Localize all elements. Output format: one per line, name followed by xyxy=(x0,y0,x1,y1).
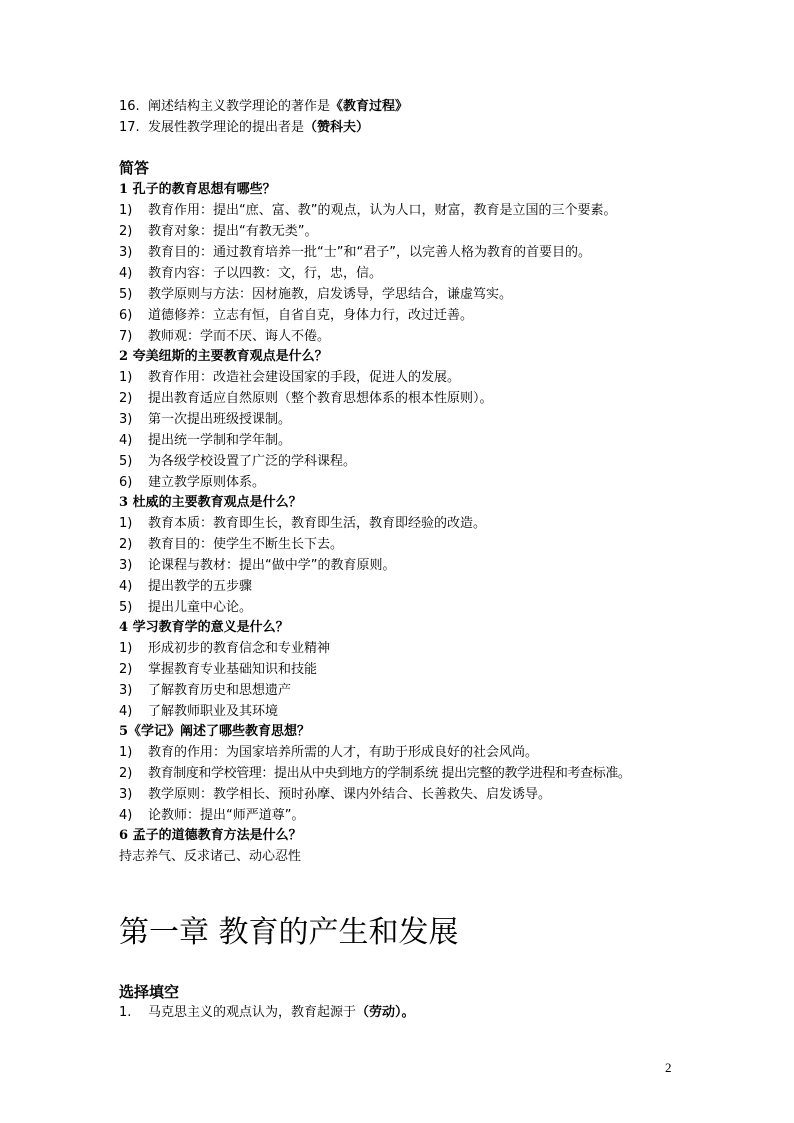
list-item xyxy=(119,744,538,762)
list-item xyxy=(119,786,551,804)
item-answer: （劳动）。 xyxy=(356,1005,415,1020)
item-number: 5) xyxy=(119,454,133,469)
item-text: 教师观：学而不厌、诲人不倦。 xyxy=(148,329,331,344)
item-text: 提出教育适应自然原则（整个教育思想体系的根本性原则）。 xyxy=(148,391,493,406)
item-number: 4) xyxy=(119,266,133,281)
list-item xyxy=(119,515,486,533)
item-text: 教育的作用：为国家培养所需的人才，有助于形成良好的社会风尚。 xyxy=(148,745,539,760)
item-text: 第一次提出班级授课制。 xyxy=(148,412,292,427)
list-item xyxy=(119,286,512,304)
list-item xyxy=(119,390,493,408)
chapter-title: 第一章 教育的产生和发展 xyxy=(119,915,459,950)
item-text: 掌握教育专业基础知识和技能 xyxy=(148,662,318,677)
item-text: 教学原则：教学相长、预时孙摩、课内外结合、长善救失、启发诱导。 xyxy=(148,787,552,802)
item-number: 5) xyxy=(119,287,133,302)
item-text: 道德修养：立志有恒，自省自克，身体力行，改过迁善。 xyxy=(148,308,474,323)
item-number: 4) xyxy=(119,579,133,594)
item-text: 论教师：提出“师严道尊”。 xyxy=(148,808,305,823)
section-heading: 简答 xyxy=(119,159,150,177)
list-item xyxy=(119,474,265,492)
list-item xyxy=(119,536,343,554)
list-item xyxy=(119,765,631,783)
question-title: 5《学记》阐述了哪些教育思想？ xyxy=(119,724,311,739)
list-item xyxy=(119,453,356,471)
item-text: 发展性教学理论的提出者是 xyxy=(148,120,305,135)
item-text: 形成初步的教育信念和专业精神 xyxy=(148,641,331,656)
item-number: 3) xyxy=(119,558,133,573)
question-title: 1 孔子的教育思想有哪些？ xyxy=(119,182,276,197)
item-number: 3) xyxy=(119,787,133,802)
item-text: 教育作用：改造社会建设国家的手段，促进人的发展。 xyxy=(148,370,461,385)
item-number: 1) xyxy=(119,370,133,385)
item-text: 了解教师职业及其环境 xyxy=(148,704,279,719)
item-text: 论课程与教材：提出“做中学”的教育原则。 xyxy=(148,558,396,573)
list-item xyxy=(119,202,616,220)
item-number: 6) xyxy=(119,308,133,323)
list-item xyxy=(119,328,330,346)
list-item xyxy=(119,661,317,679)
item-number: 2) xyxy=(119,391,133,406)
item-number: 4) xyxy=(119,808,133,823)
item-text: 为各级学校设置了广泛的学科课程。 xyxy=(148,454,357,469)
item-text: 了解教育历史和思想遗产 xyxy=(148,683,292,698)
item-text: 教育内容：子以四教：文，行，忠，信。 xyxy=(148,266,383,281)
item-text: 提出教学的五步骤 xyxy=(148,579,253,594)
item-number: 2) xyxy=(119,662,133,677)
item-number: 16. xyxy=(119,99,140,114)
item-number: 7) xyxy=(119,329,133,344)
item-text: 建立教学原则体系。 xyxy=(148,475,266,490)
item-number: 2) xyxy=(119,224,133,239)
item-text: 提出儿童中心论。 xyxy=(148,600,253,615)
list-item xyxy=(119,223,317,241)
list-item xyxy=(119,557,395,575)
item-text: 教育作用：提出“庶、富、教”的观点，认为人口，财富，教育是立国的三个要素。 xyxy=(148,203,617,218)
item-number: 2) xyxy=(119,766,133,781)
answer-text: 持志养气、反求诸己、动心忍性 xyxy=(119,849,302,864)
item-text: 教育目的：通过教育培养一批“士”和“君子”，以完善人格为教育的首要目的。 xyxy=(148,245,591,260)
question-title: 6 孟子的道德教育方法是什么？ xyxy=(119,828,302,843)
item-text: 教学原则与方法：因材施教，启发诱导，学思结合，谦虚笃实。 xyxy=(148,287,513,302)
question-title: 3 杜威的主要教育观点是什么？ xyxy=(119,495,302,510)
item-text: 教育目的：使学生不断生长下去。 xyxy=(148,537,344,552)
list-item xyxy=(119,307,473,325)
item-text: 教育制度和学校管理：提出从中央到地方的学制系统 提出完整的教学进程和考查标准。 xyxy=(148,766,631,781)
item-number: 6) xyxy=(119,475,133,490)
list-item xyxy=(119,411,291,429)
item-answer: 《教育过程》 xyxy=(330,99,409,114)
list-item xyxy=(119,369,460,387)
list-item xyxy=(119,640,330,658)
question-title: 4 学习教育学的意义是什么？ xyxy=(119,620,289,635)
list-item xyxy=(119,807,304,825)
item-number: 1) xyxy=(119,745,133,760)
item-number: 3) xyxy=(119,245,133,260)
page-number: 2 xyxy=(665,1060,672,1075)
list-item xyxy=(119,1004,415,1022)
list-item xyxy=(119,119,369,137)
list-item xyxy=(119,578,252,596)
item-number: 4) xyxy=(119,704,133,719)
item-number: 17. xyxy=(119,120,140,135)
item-number: 1. xyxy=(119,1005,132,1020)
list-item xyxy=(119,432,291,450)
item-text: 马克思主义的观点认为，教育起源于 xyxy=(148,1005,357,1020)
item-number: 3) xyxy=(119,683,133,698)
list-item xyxy=(119,98,408,116)
section-heading: 选择填空 xyxy=(119,983,180,1001)
list-item xyxy=(119,682,291,700)
item-number: 1) xyxy=(119,203,133,218)
item-number: 4) xyxy=(119,433,133,448)
item-number: 5) xyxy=(119,600,133,615)
list-item xyxy=(119,244,591,262)
item-text: 教育对象：提出“有教无类”。 xyxy=(148,224,318,239)
list-item xyxy=(119,265,382,283)
item-answer: （赞科夫） xyxy=(304,120,370,135)
list-item xyxy=(119,599,252,617)
question-title: 2 夸美纽斯的主要教育观点是什么？ xyxy=(119,349,328,364)
list-item xyxy=(119,703,278,721)
item-text: 提出统一学制和学年制。 xyxy=(148,433,292,448)
item-number: 1) xyxy=(119,641,133,656)
item-number: 1) xyxy=(119,516,133,531)
item-number: 3) xyxy=(119,412,133,427)
item-text: 阐述结构主义教学理论的著作是 xyxy=(148,99,331,114)
item-text: 教育本质：教育即生长，教育即生活，教育即经验的改造。 xyxy=(148,516,487,531)
item-number: 2) xyxy=(119,537,133,552)
